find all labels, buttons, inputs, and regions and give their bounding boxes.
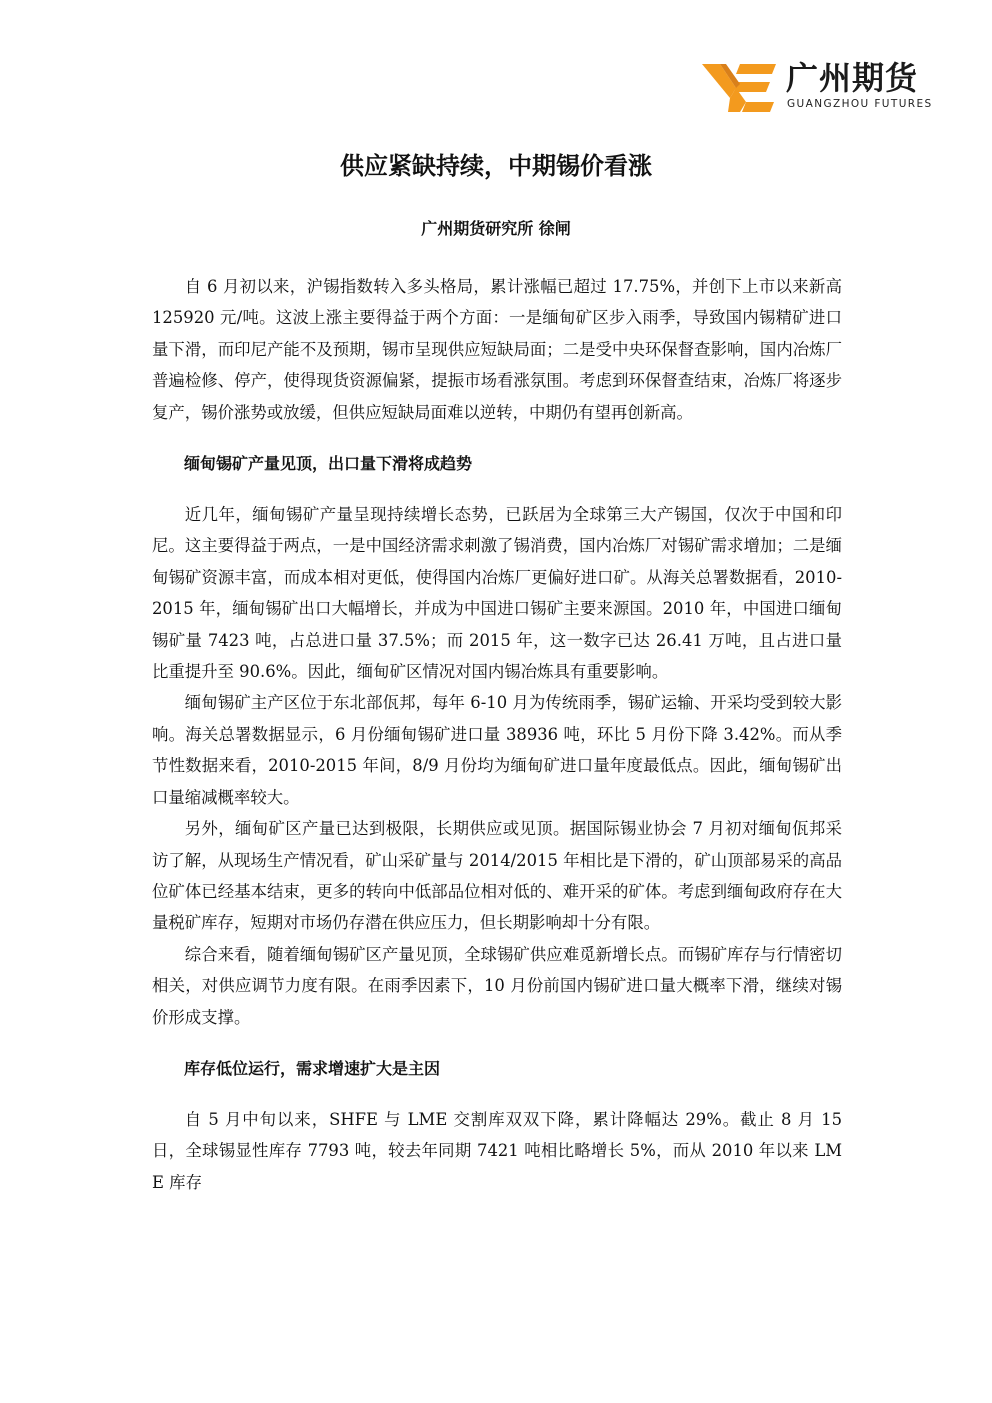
- section-heading: 库存低位运行，需求增速扩大是主因: [184, 1058, 441, 1078]
- article-byline: 广州期货研究所 徐闸: [421, 219, 571, 238]
- body-paragraph: 综合来看，随着缅甸锡矿区产量见顶，全球锡矿供应难觅新增长点。而锡矿库存与行情密切相关，对供应调节力度有限。在雨季因素下，10 月份前国内锡矿进口量大概率下滑，继续对锡价形成支撑。: [152, 944, 842, 1027]
- body-paragraph: 自 5 月中旬以来，SHFE 与 LME 交割库双双下降，累计降幅达 29%。截止 8 月 15 日，全球锡显性库存 7793 吨，较去年同期 7421 吨相比略增长 5%，而从 2010 年以来 LME 库存: [152, 1109, 842, 1192]
- article-title: 供应紧缺持续，中期锡价看涨: [340, 152, 652, 180]
- gz-futures-logo-icon: [702, 62, 776, 114]
- intro-paragraph: 自 6 月初以来，沪锡指数转入多头格局，累计涨幅已超过 17.75%，并创下上市以来新高 125920 元/吨。这波上涨主要得益于两个方面：一是缅甸矿区步入雨季，导致国内锡精矿进口量下滑，而印尼产能不及预期，锡市呈现供应短缺局面；二是受中央环保督查影响，国内冶炼厂普遍检修、停产，使得现货资源偏紧，提振市场看涨氛围。考虑到环保督查结束，冶炼厂将逐步复产，锡价涨势或放缓，但供应短缺局面难以逆转，中期仍有望再创新高。: [152, 277, 842, 422]
- body-paragraph: 另外，缅甸矿区产量已达到极限，长期供应或见顶。据国际锡业协会 7 月初对缅甸佤邦采访了解，从现场生产情况看，矿山采矿量与 2014/2015 年相比是下滑的，矿山顶部易采的高品位矿体已经基本结束，更多的转向中低部品位相对低的、难开采的矿体。考虑到缅甸政府存在大量税矿库存，短期对市场仍存潜在供应压力，但长期影响却十分有限。: [152, 819, 842, 933]
- company-logo: [702, 59, 933, 114]
- section-heading: 缅甸锡矿产量见顶，出口量下滑将成趋势: [184, 454, 473, 474]
- body-paragraph: 近几年，缅甸锡矿产量呈现持续增长态势，已跃居为全球第三大产锡国，仅次于中国和印尼。这主要得益于两点，一是中国经济需求刺激了锡消费，国内冶炼厂对锡矿需求增加；二是缅甸锡矿资源丰富，而成本相对更低，使得国内冶炼厂更偏好进口矿。从海关总署数据看，2010-2015 年，缅甸锡矿出口大幅增长，并成为中国进口锡矿主要来源国。2010 年，中国进口缅甸锡矿量 7423 吨，占总进口量 37.5%；而 2015 年，这一数字已达 26.41 万吨，且占进口量比重提升至 90.6%。因此，缅甸矿区情况对国内锡冶炼具有重要影响。: [152, 505, 842, 682]
- logo-name-en: GUANGZHOU FUTURES: [787, 98, 933, 110]
- logo-name-cn: 广州期货: [786, 59, 919, 97]
- article-body: [152, 271, 842, 1198]
- body-paragraph: 缅甸锡矿主产区位于东北部佤邦，每年 6-10 月为传统雨季，锡矿运输、开采均受到较大影响。海关总署数据显示，6 月份缅甸锡矿进口量 38936 吨，环比 5 月份下降 3.42%。而从季节性数据来看，2010-2015 年间，8/9 月份均为缅甸矿进口量年度最低点。因此，缅甸锡矿出口量缩减概率较大。: [152, 693, 842, 807]
